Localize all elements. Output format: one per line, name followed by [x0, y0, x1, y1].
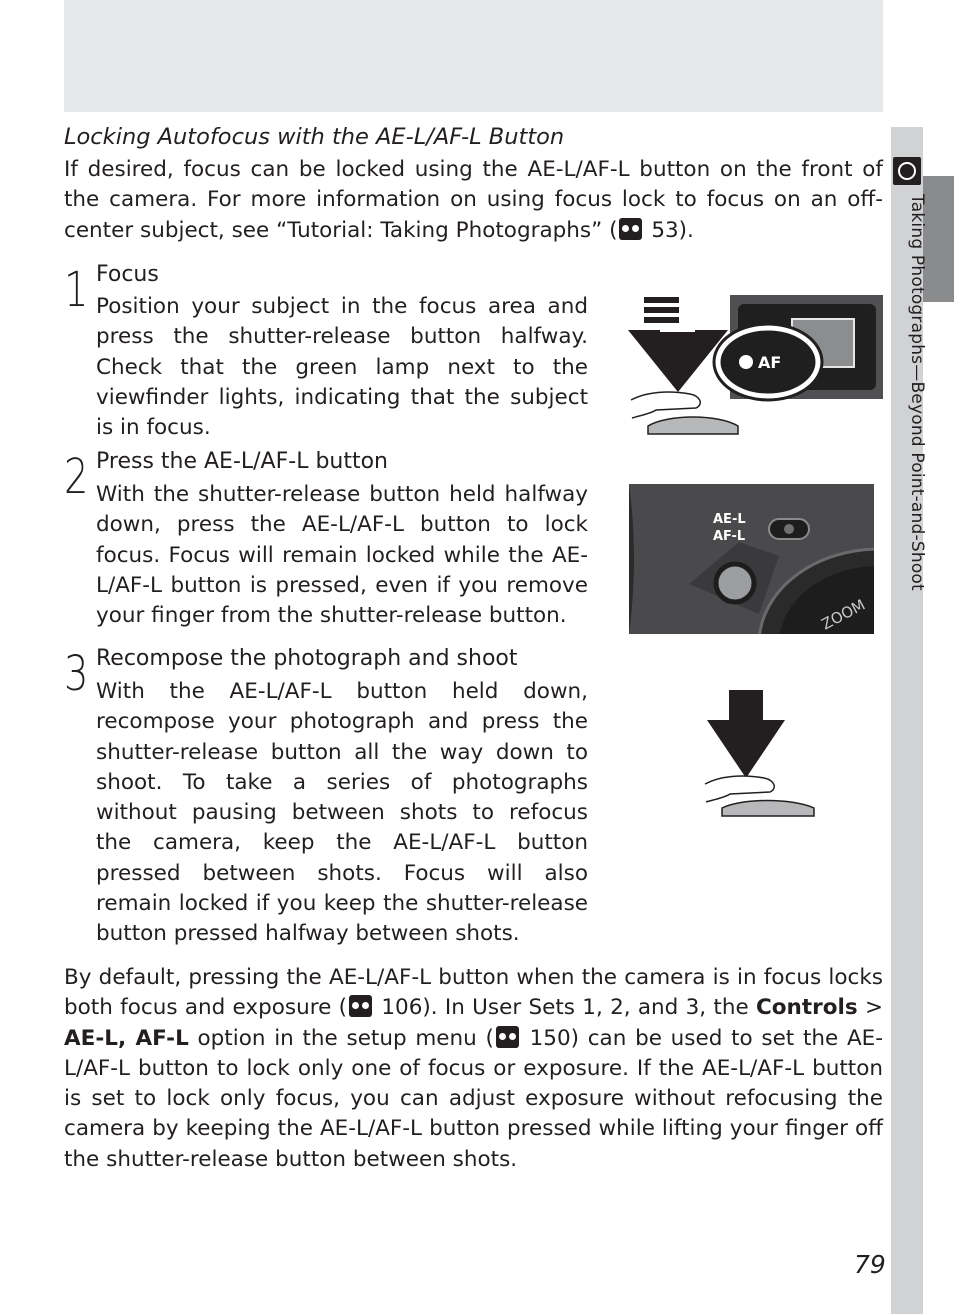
footer-button-name-2: AE-L/AF-L	[64, 1025, 884, 1081]
intro-text-3: ).	[678, 217, 694, 243]
footer-page-ref-1: 106	[381, 995, 423, 1021]
footer-page-ref-2: 150	[529, 1025, 571, 1051]
footer-paragraph	[64, 963, 883, 1175]
footer-button-name-4: AE-L/AF-L	[319, 1116, 423, 1142]
sensor-lens	[784, 524, 794, 534]
step-number-3: 3	[64, 646, 89, 702]
shutter-button-icon	[648, 417, 738, 434]
figure-half-press-af-lamp	[628, 292, 884, 438]
page-reference-icon	[496, 1026, 519, 1048]
step3-text-2: button held down, recompose your photograph and press the shutter-release button all the way down to shoot. To take a series of photographs without pausing between shots to refocus the camera, keep the	[96, 679, 588, 856]
footer-text-5: ) can be used to set the	[570, 1025, 847, 1051]
footer-text-6: button to lock only one of focus or exposure. If the	[130, 1055, 703, 1081]
intro-page-ref: 53	[651, 217, 679, 243]
shooting-mode-icon	[893, 157, 921, 185]
footer-text-8: button pressed while lifting your finger off the shutter-release button between shots.	[64, 1116, 883, 1172]
step2-text-3: button is pressed, even if you remove your finger from the shutter-release button.	[96, 572, 588, 629]
step2-button-name-2: AE-L/AF-L	[96, 542, 588, 598]
step3-text-1: With the	[96, 679, 230, 704]
figure-ael-afl-button	[629, 484, 874, 634]
footer-menu-separator: >	[857, 995, 883, 1021]
section-subheading: Locking Autofocus with the AE-L/AF-L Button	[64, 124, 565, 150]
intro-button-name: AE-L/AF-L	[527, 157, 630, 182]
afl-label: AF-L	[713, 529, 746, 544]
header-band	[64, 0, 883, 112]
figure-full-press	[702, 690, 822, 820]
step-body-1: Position your subject in the focus area and press the shutter-release button halfway. Check that the green lamp next to the viewfinder lights, indicating that the subject is in focus.	[96, 294, 588, 441]
page-reference-icon	[619, 218, 642, 240]
press-bar-3	[644, 317, 679, 323]
press-bar-2	[644, 307, 679, 313]
step-number-2: 2	[64, 449, 89, 505]
footer-text-4: option in the setup menu (	[188, 1025, 494, 1051]
page-reference-icon	[349, 995, 372, 1017]
step3-text-3: button pressed between shots. Focus will also remain locked if you keep the shutter-release button pressed halfway between shots.	[96, 830, 588, 947]
af-lamp-label: AF	[758, 353, 782, 372]
finger-icon	[631, 392, 700, 418]
finger-icon	[705, 776, 774, 802]
footer-button-name-3: AE-L/AF-L	[702, 1055, 805, 1081]
step-title-3: Recompose the photograph and shoot	[96, 646, 518, 671]
step-number-1: 1	[64, 262, 89, 318]
af-lamp-dot	[739, 355, 753, 369]
step2-text-1: With the shutter-release button held halfway down, press the	[96, 482, 588, 538]
ael-label: AE-L	[713, 512, 746, 527]
step3-button-name-2: AE-L/AF-L	[393, 830, 496, 856]
page-number: 79	[854, 1250, 886, 1279]
footer-text-2: button when the camera is in focus locks both focus and exposure (	[64, 965, 883, 1021]
full-press-arrow-icon	[707, 690, 785, 778]
footer-text-3: ). In User Sets 1, 2, and 3, the	[422, 995, 756, 1021]
intro-text-1: If desired, focus can be locked using the	[64, 157, 528, 182]
footer-text-1: By default, pressing the	[64, 965, 329, 990]
step2-button-name-1: AE-L/AF-L	[301, 512, 404, 538]
chapter-tab	[923, 176, 954, 302]
press-bar-1	[644, 297, 679, 303]
ael-afl-button-icon	[716, 564, 754, 602]
chapter-label: Taking Photographs—Beyond Point-and-Shoot	[907, 194, 927, 591]
step-body-2	[96, 480, 588, 631]
step-body-3	[96, 677, 588, 950]
step2-text-2: button to lock focus. Focus will remain locked while the	[96, 512, 588, 568]
step3-button-name-1: AE-L/AF-L	[229, 679, 332, 704]
shutter-button-icon	[722, 801, 814, 817]
footer-menu-controls: Controls	[756, 995, 858, 1021]
step-title-2: Press the AE-L/AF-L button	[96, 449, 389, 474]
zoom-label: ZOOM	[818, 595, 869, 634]
step-title-1: Focus	[96, 262, 159, 287]
intro-paragraph	[64, 155, 883, 246]
footer-menu-ael-afl: AE-L, AF-L	[64, 1025, 189, 1051]
footer-button-name-1: AE-L/AF-L	[329, 965, 432, 990]
footer-text-7: button is set to lock only focus, you can adjust exposure without refocusing the camera by keeping the	[64, 1055, 883, 1142]
intro-text-2: button on the front of the camera. For more information on using focus lock to focus on an off-center subject, see “Tutorial: Taking Photographs” (	[64, 157, 883, 243]
